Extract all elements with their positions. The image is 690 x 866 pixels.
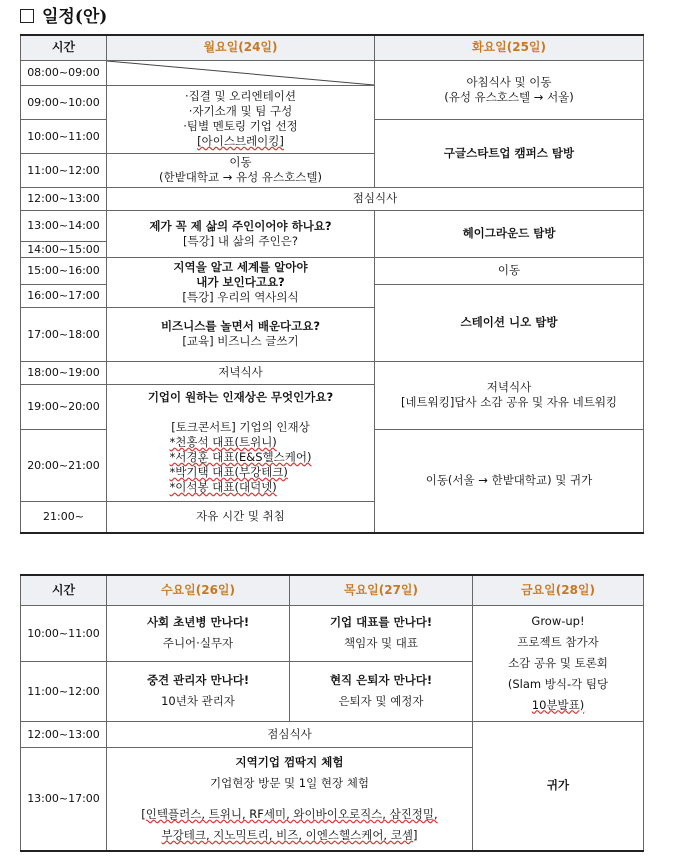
time-cell: 17:00~18:00 xyxy=(21,307,107,361)
time-cell: 08:00~09:00 xyxy=(21,60,107,85)
time-cell: 10:00~11:00 xyxy=(21,119,107,153)
tue-google-cell: 구글스타트업 캠퍼스 탐방 xyxy=(375,119,644,187)
schedule-table-mon-tue xyxy=(20,34,644,534)
time-cell: 19:00~20:00 xyxy=(21,384,107,429)
tue-station-cell: 스테이션 니오 탐방 xyxy=(375,284,644,361)
schedule-table-wed-fri xyxy=(20,574,644,852)
tue-breakfast-cell: 아침식사 및 이동 (유성 유스호스텔 → 서울) xyxy=(375,60,644,119)
header-friday: 금요일(28일) xyxy=(473,575,644,605)
time-cell: 09:00~10:00 xyxy=(21,85,107,119)
mon-session1-cell: 제가 꼭 제 삶의 주인이어야 하나요? [특강] 내 삶의 주인은? xyxy=(107,210,375,257)
fri-growup-cell: Grow-up! 프로젝트 참가자 소감 공유 및 토론회 (Slam 방식-각 팀당 10분발표) xyxy=(473,605,644,721)
mon-dinner-cell: 저녁식사 xyxy=(107,361,375,384)
header-time: 시간 xyxy=(21,35,107,60)
header-wednesday: 수요일(26일) xyxy=(107,575,290,605)
thu-session1-cell: 기업 대표를 만나다! 책임자 및 대표 xyxy=(290,605,473,661)
mon-free-cell: 자유 시간 및 취침 xyxy=(107,501,375,533)
tue-heyground-cell: 헤이그라운드 탐방 xyxy=(375,210,644,257)
header-monday: 월요일(24일) xyxy=(107,35,375,60)
tue-return-cell: 이동(서울 → 한밭대학교) 및 귀가 xyxy=(375,429,644,533)
time-cell: 18:00~19:00 xyxy=(21,361,107,384)
header-tuesday: 화요일(25일) xyxy=(375,35,644,60)
page-title: 일정(안) xyxy=(20,2,107,27)
tue-move-cell: 이동 xyxy=(375,257,644,284)
mon-session3-cell: 비즈니스를 놀면서 배운다고요? [교육] 비즈니스 글쓰기 xyxy=(107,307,375,361)
time-cell: 10:00~11:00 xyxy=(21,605,107,661)
time-cell: 14:00~15:00 xyxy=(21,241,107,257)
header-thursday: 목요일(27일) xyxy=(290,575,473,605)
wed-session2-cell: 중견 관리자 만나다! 10년차 관리자 xyxy=(107,661,290,721)
tue-dinner-cell: 저녁식사 [네트워킹]답사 소감 공유 및 자유 네트워킹 xyxy=(375,361,644,429)
lunch-cell: 점심식사 xyxy=(107,721,473,747)
header-time: 시간 xyxy=(21,575,107,605)
time-cell: 15:00~16:00 xyxy=(21,257,107,284)
time-cell: 11:00~12:00 xyxy=(21,661,107,721)
time-cell: 13:00~14:00 xyxy=(21,210,107,241)
field-experience-cell: 지역기업 껌딱지 체험 기업현장 방문 및 1일 현장 체험 [인텍플러스, 트위니, RF세미, 와이바이오로직스, 삼진정밀, 부강테크, 지노믹트리, 비즈, 이엔스헬스케어, 코셈] xyxy=(107,747,473,851)
thu-session2-cell: 현직 은퇴자 만나다! 은퇴자 및 예정자 xyxy=(290,661,473,721)
mon-move-cell: 이동 (한밭대학교 → 유성 유스호스텔) xyxy=(107,153,375,187)
wed-session1-cell: 사회 초년병 만나다! 주니어·실무자 xyxy=(107,605,290,661)
time-cell: 12:00~13:00 xyxy=(21,187,107,210)
time-cell: 11:00~12:00 xyxy=(21,153,107,187)
time-cell: 20:00~21:00 xyxy=(21,429,107,501)
lunch-cell: 점심식사 xyxy=(107,187,644,210)
fri-home-cell: 귀가 xyxy=(473,721,644,851)
time-cell: 16:00~17:00 xyxy=(21,284,107,307)
empty-diagonal-cell xyxy=(107,60,375,85)
checkbox-square-icon xyxy=(20,9,34,23)
time-cell: 13:00~17:00 xyxy=(21,747,107,851)
mon-talkconcert-cell: 기업이 원하는 인재상은 무엇인가요? [토크콘서트] 기업의 인재상 *천홍석 대표(트위니) *서경훈 대표(E&S헬스케어) *박기택 대표(부강테크) *이석봉 대표(대덕넷) xyxy=(107,384,375,501)
time-cell: 12:00~13:00 xyxy=(21,721,107,747)
mon-orientation-cell: ·집결 및 오리엔테이션 ·자기소개 및 팀 구성 ·팀별 멘토링 기업 선정 [아이스브레이킹] xyxy=(107,85,375,153)
time-cell: 21:00~ xyxy=(21,501,107,533)
mon-session2-cell: 지역을 알고 세계를 알아야 내가 보인다고요? [특강] 우리의 역사의식 xyxy=(107,257,375,307)
